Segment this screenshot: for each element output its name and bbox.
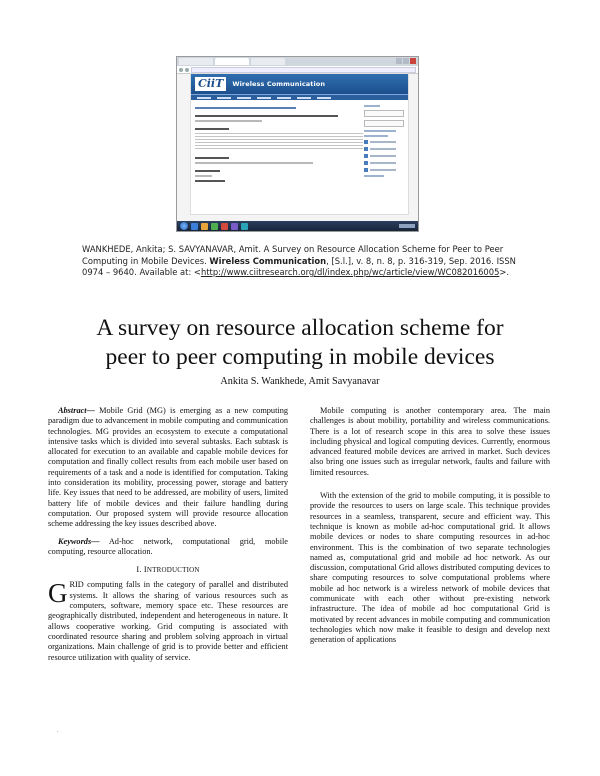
right-column	[310, 406, 550, 646]
minimize-icon	[396, 58, 402, 64]
abstract-label: Abstract—	[58, 406, 95, 415]
journal-website	[190, 73, 409, 215]
keywords	[48, 537, 288, 558]
taskbar-app-icon	[211, 223, 218, 230]
paper-title-line-1: A survey on resource allocation scheme for	[96, 315, 504, 341]
page-footer-mark: .	[57, 728, 59, 734]
section-title-initial: I	[143, 565, 147, 575]
url-field	[191, 67, 416, 73]
taskbar-app-icon	[221, 223, 228, 230]
abstract-text: Mobile Grid (MG) is emerging as a new computing paradigm due to advancement in mobile computing and communication technologies. MG provides an ecosystem to execute a computational intensive tasks which is divided into several subtasks. Each subtask is allocated for execution to an available and capable mobile devices for computation and finally collect results from each mobile user based on requirements of a task and a node is identified for computation. Taking into consideration its mobility, processing power, storage and battery life. Key issues that need to be addressed, are mobility of users, limited battery life of mobile devices and their failure handling during computation. Our proposed system will provide resource allocation scheme addressing the key issues described above.	[48, 406, 288, 529]
keywords-label: Keywords—	[58, 536, 100, 546]
taskbar-app-icon	[201, 223, 208, 230]
citation-url-link[interactable]: http://www.ciitresearch.org/dl/index.php/wc/article/view/WC082016005	[200, 267, 500, 277]
back-icon	[179, 68, 183, 72]
browser-tab-active	[215, 58, 249, 65]
intro-text: RID computing falls in the category of parallel and distributed systems. It allows the sharing of various resources such as computers, software, memory space etc. These resources are geographically distributed, independent and heterogeneous in nature. It allows cooperative working. Grid computing is associated with coordinated resource sharing and problem solving approach in virtual organizations. Main challenge of grid is to provide better and efficient resource utilization with quality of service.	[48, 580, 288, 662]
browser-tab-strip	[177, 57, 418, 66]
journal-banner	[191, 74, 408, 94]
citation-authors-title: WANKHEDE, Ankita; S. SAVYANAVAR, Amit. A Survey on Resource Allocation Scheme for Peer to Peer Computing in Mobile Devices.	[82, 244, 504, 266]
citation-suffix: >.	[499, 267, 510, 277]
citation-details: , [S.l.], v. 8, n. 8, p. 316-319, Sep. 2016. ISSN 0974 – 9640. Available at: <	[82, 255, 516, 277]
section-title-rest: NTRODUCTION	[146, 566, 200, 575]
paper-title-line-2: peer to peer computing in mobile devices	[105, 344, 495, 370]
site-sidebar	[364, 102, 404, 180]
citation-journal: Wireless Communication	[209, 255, 327, 266]
forward-icon	[185, 68, 189, 72]
body-paragraph-grid-extension: With the extension of the grid to mobile computing, it is possible to provide the resources to users on large scale. This technique provides resources in a seamless, transparent, secure and efficient way. This technique is known as mobile ad-hoc computational grid. It allows mobile devices or nodes to share computing resources in ad-hoc environment. This is the combination of two separate technologies named as, computational grid and mobile ad hoc network. As our discussion, computational Grid allows distributed computing devices to share computing resources to solve computational problems where mobile ad hoc network is a wireless network of mobile devices that communicate with each other without pre-existing network infrastructure. The idea of mobile ad hoc computational Grid is motivated by recent advances in mobile computing and communication technologies which now make it feasible to design and develop next generation of applications	[310, 491, 550, 645]
journal-logo: CiiT	[195, 77, 226, 91]
taskbar-app-icon	[241, 223, 248, 230]
start-icon	[180, 222, 188, 230]
journal-banner-title: Wireless Communication	[232, 80, 326, 88]
os-taskbar	[177, 221, 418, 231]
keywords-text: Ad-hoc network, computational grid, mobile computing, resource allocation.	[48, 536, 288, 556]
taskbar-app-icon	[191, 223, 198, 230]
intro-paragraph	[48, 580, 288, 662]
drop-cap: G	[48, 578, 68, 609]
section-heading-introduction	[48, 565, 288, 575]
browser-tab	[251, 58, 285, 65]
window-controls	[396, 58, 416, 66]
site-nav	[191, 94, 408, 100]
maximize-icon	[403, 58, 409, 64]
section-number: I.	[136, 565, 142, 575]
citation	[82, 244, 522, 279]
site-article-content	[195, 104, 363, 185]
abstract	[48, 406, 288, 530]
taskbar-clock	[399, 224, 415, 228]
body-paragraph-mobile-computing: Mobile computing is another contemporary area. The main challenges is about mobility, portability and wireless communications. There is a lot of research scope in this area to solve these issues including physical and logical computing devices. Currently, enormous advanced featured mobile devices are arrived in market. Such devices also bring one issues such as irregular network, faults and failure with limited resources.	[310, 406, 550, 477]
article-page-screenshot	[176, 56, 419, 232]
paper-title	[40, 314, 560, 372]
taskbar-app-icon	[231, 223, 238, 230]
paper-authors: Ankita S. Wankhede, Amit Savyanavar	[220, 376, 380, 387]
left-column	[48, 406, 288, 663]
browser-tab	[179, 58, 213, 65]
close-icon	[410, 58, 416, 64]
